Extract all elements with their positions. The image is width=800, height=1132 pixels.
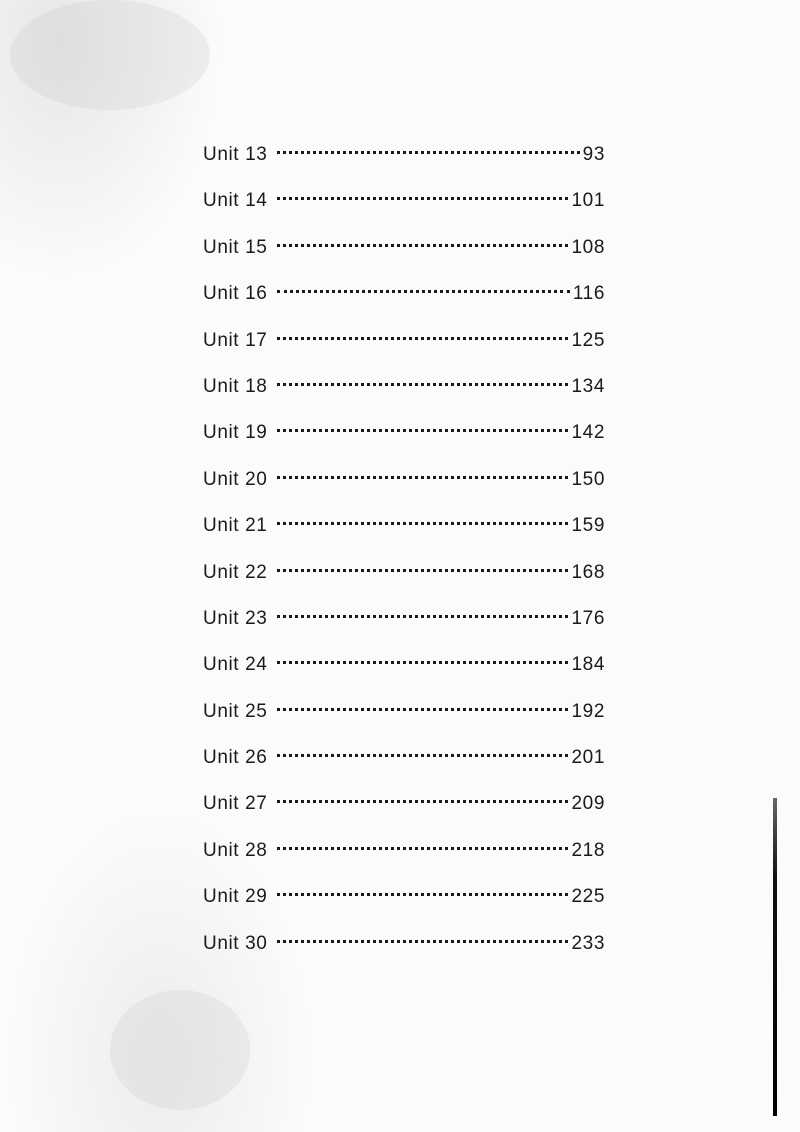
toc-leader-dots bbox=[277, 615, 568, 618]
toc-unit-label: Unit 27 bbox=[203, 793, 268, 815]
toc-unit-label: Unit 18 bbox=[203, 375, 268, 397]
toc-leader-dots bbox=[277, 429, 568, 432]
toc-leader-dots bbox=[277, 244, 568, 247]
toc-unit-label: Unit 30 bbox=[203, 932, 268, 954]
toc-entry[interactable] bbox=[203, 422, 605, 468]
toc-leader-dots bbox=[277, 940, 568, 943]
toc-page-number: 93 bbox=[582, 144, 605, 165]
toc-entry[interactable] bbox=[203, 608, 605, 654]
page-edge-shadow bbox=[773, 798, 777, 1116]
toc-entry[interactable] bbox=[203, 886, 605, 932]
toc-page-number: 125 bbox=[571, 329, 605, 351]
toc-unit-label: Unit 26 bbox=[203, 747, 268, 769]
toc-unit-label: Unit 24 bbox=[203, 654, 268, 676]
scan-smudge bbox=[10, 0, 210, 110]
toc-entry[interactable] bbox=[203, 793, 605, 839]
toc-page-number: 168 bbox=[571, 561, 605, 583]
toc-entry[interactable] bbox=[203, 747, 605, 793]
toc-leader-dots bbox=[277, 800, 568, 803]
toc-unit-label: Unit 20 bbox=[203, 468, 268, 490]
toc-unit-label: Unit 23 bbox=[203, 607, 268, 629]
toc-page-number: 233 bbox=[571, 932, 605, 954]
toc-page-number: 176 bbox=[571, 607, 605, 629]
toc-unit-label: Unit 14 bbox=[203, 190, 268, 212]
toc-entry[interactable] bbox=[203, 376, 605, 422]
toc-page-number: 184 bbox=[571, 654, 605, 676]
toc-page-number: 192 bbox=[571, 700, 605, 722]
toc-page-number: 142 bbox=[571, 422, 605, 444]
toc-page-number: 209 bbox=[571, 793, 605, 815]
toc-unit-label: Unit 22 bbox=[203, 561, 268, 583]
toc-unit-label: Unit 16 bbox=[203, 283, 268, 305]
toc-page-number: 159 bbox=[571, 515, 605, 537]
toc-page-number: 108 bbox=[571, 236, 605, 258]
toc-entry[interactable] bbox=[203, 469, 605, 515]
toc-unit-label: Unit 17 bbox=[203, 329, 268, 351]
toc-unit-label: Unit 28 bbox=[203, 839, 268, 861]
toc-entry[interactable] bbox=[203, 654, 605, 700]
toc-leader-dots bbox=[277, 708, 568, 711]
toc-page-number: 218 bbox=[571, 839, 605, 861]
toc-leader-dots bbox=[277, 754, 568, 757]
toc-entry[interactable] bbox=[203, 330, 605, 376]
toc-unit-label: Unit 21 bbox=[203, 515, 268, 537]
toc-page-number: 101 bbox=[571, 190, 605, 212]
toc-page-number: 116 bbox=[572, 283, 605, 305]
toc-entry[interactable] bbox=[203, 933, 605, 979]
toc-page-number: 225 bbox=[571, 886, 605, 908]
toc-leader-dots bbox=[277, 337, 568, 340]
toc-entry[interactable] bbox=[203, 144, 605, 190]
toc-entry[interactable] bbox=[203, 237, 605, 283]
toc-leader-dots bbox=[277, 522, 568, 525]
toc-leader-dots bbox=[277, 569, 568, 572]
toc-leader-dots bbox=[277, 197, 568, 200]
toc-unit-label: Unit 19 bbox=[203, 422, 268, 444]
toc-leader-dots bbox=[277, 151, 579, 154]
toc-unit-label: Unit 25 bbox=[203, 700, 268, 722]
toc-leader-dots bbox=[277, 661, 568, 664]
toc-entry[interactable] bbox=[203, 515, 605, 561]
toc-entry[interactable] bbox=[203, 840, 605, 886]
toc-entry[interactable] bbox=[203, 701, 605, 747]
toc-page-number: 201 bbox=[571, 747, 605, 769]
toc-page-number: 134 bbox=[571, 375, 605, 397]
toc-unit-label: Unit 15 bbox=[203, 236, 268, 258]
toc-page-number: 150 bbox=[571, 468, 605, 490]
toc-leader-dots bbox=[277, 383, 568, 386]
toc-unit-label: Unit 29 bbox=[203, 886, 268, 908]
toc-entry[interactable] bbox=[203, 562, 605, 608]
toc-leader-dots bbox=[277, 290, 570, 293]
toc-leader-dots bbox=[277, 847, 568, 850]
toc-leader-dots bbox=[277, 893, 568, 896]
toc-entry[interactable] bbox=[203, 283, 605, 329]
toc-unit-label: Unit 13 bbox=[203, 144, 268, 165]
toc-entry[interactable] bbox=[203, 190, 605, 236]
table-of-contents bbox=[203, 144, 605, 979]
toc-leader-dots bbox=[277, 476, 568, 479]
scan-smudge bbox=[110, 990, 250, 1110]
